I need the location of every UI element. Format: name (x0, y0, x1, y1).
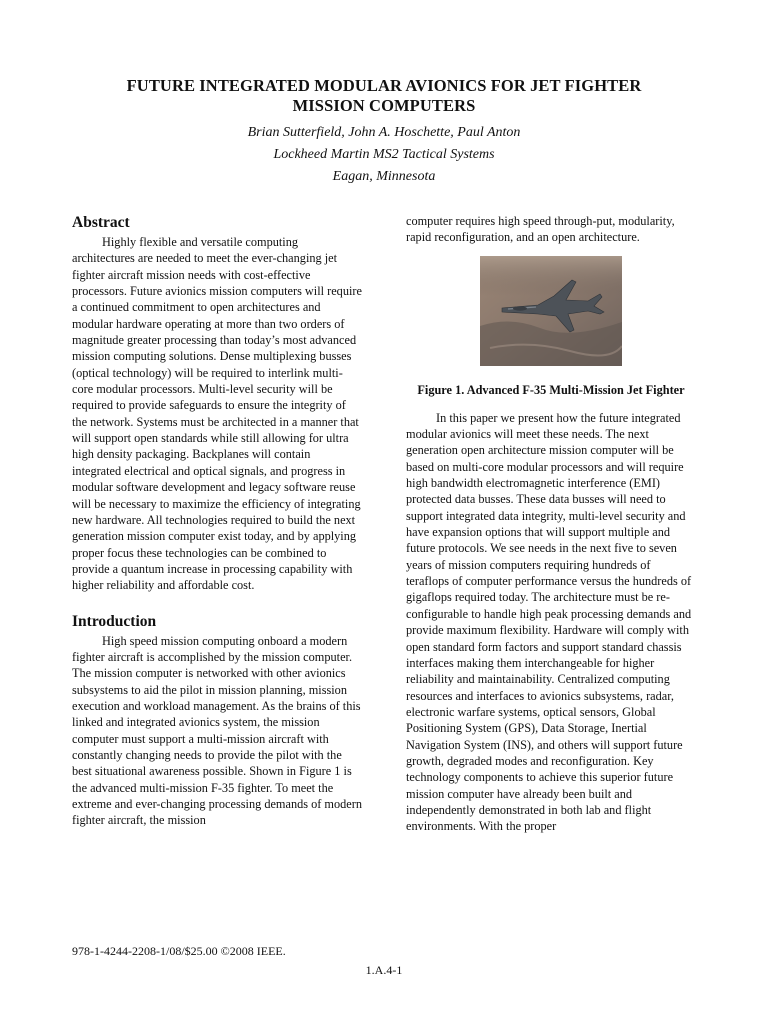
author-list: Brian Sutterfield, John A. Hoschette, Paul Anton (247, 125, 521, 140)
figure-1 (406, 256, 696, 368)
right-column (406, 213, 696, 835)
f35-jet-photo (480, 256, 622, 366)
copyright-footer: 978-1-4244-2208-1/08/$25.00 ©2008 IEEE. (72, 944, 286, 958)
title-line-1: FUTURE INTEGRATED MODULAR AVIONICS FOR JET FIGHTER (126, 76, 642, 95)
introduction-heading: Introduction (72, 612, 157, 630)
paper-title (70, 76, 698, 116)
abstract-paragraph: Highly flexible and versatile computing architectures are needed to meet the ever-changing jet fighter aircraft mission needs with cost-effective processors. Future avionics mission computers will require a continued commitment to open architectures and modular hardware operating at more than two orders of magnitude greater processing than today’s most advanced mission computing solutions. Dense multiplexing busses (optical technology) will be required to interlink multi-core modular processors. Multi-level security will be required to provide safeguards to ensure the integrity of the network. Systems must be architected in a manner that will support open standards while still allowing for ultra high density packaging. Backplanes will contain integrated electrical and optical signals, and progress in modular software development and legacy software reuse will be necessary to maximize the efficiency of integrating new hardware. All technologies required to build the next generation mission computer exist today, and by applying proper focus these technologies can be combined to provide a quantum increase in processing capability with higher reliability and affordable cost. (72, 235, 362, 593)
figure-1-caption: Figure 1. Advanced F-35 Multi-Mission Jet Fighter (417, 382, 685, 397)
left-column (72, 212, 362, 829)
introduction-paragraph-2: In this paper we present how the future integrated modular avionics will meet these needs. The next generation open architecture mission computer will be based on multi-core modular processors and will require high bandwidth electromagnetic interference (EMI) protected data busses. These data busses will need to support integrated data integrity, multi-level security and have expansion options that will support multiple and future protocols. We see needs in the next five to seven years of mission computers requiring hundreds of teraflops of computer performance versus the hundreds of gigaflops required today. The architecture must be re-configurable to handle high peak processing demands and provide maximum flexibility. Hardware will comply with open standard form factors and support standard chassis interfaces making them interchangeable for higher reliability and maintainability. Centralized computing resources and interfaces to avionics subsystems, radar, electronic warfare systems, optical sensors, Global Positioning System (GPS), Data Storage, Inertial Navigation System (INS), and others will support future growth, degraded modes and reconfiguration. Key technology components to achieve this superior future mission computer have already been built and independently demonstrated in both lab and flight environments. With the proper (406, 410, 692, 834)
introduction-paragraph-1: High speed mission computing onboard a modern fighter aircraft is accomplished by the mission computer. The mission computer is networked with other avionics subsystems to aid the pilot in mission planning, mission execution and workload management. As the brains of this linked and integrated avionics system, the mission computer must support a multi-mission aircraft with constantly changing needs to provide the pilot with the best situational awareness possible. Shown in Figure 1 is the advanced multi-mission F-35 fighter. To meet the extreme and ever-changing processing demands of modern fighter aircraft, the mission (72, 633, 362, 828)
page-number: 1.A.4-1 (365, 963, 403, 977)
title-line-2: MISSION COMPUTERS (292, 96, 476, 115)
introduction-paragraph-1-continued: computer requires high speed through-put, modularity, rapid reconfiguration, and an open architecture. (406, 214, 675, 245)
affiliation: Lockheed Martin MS2 Tactical Systems (273, 147, 495, 162)
abstract-heading: Abstract (72, 214, 130, 231)
location: Eagan, Minnesota (332, 169, 436, 184)
